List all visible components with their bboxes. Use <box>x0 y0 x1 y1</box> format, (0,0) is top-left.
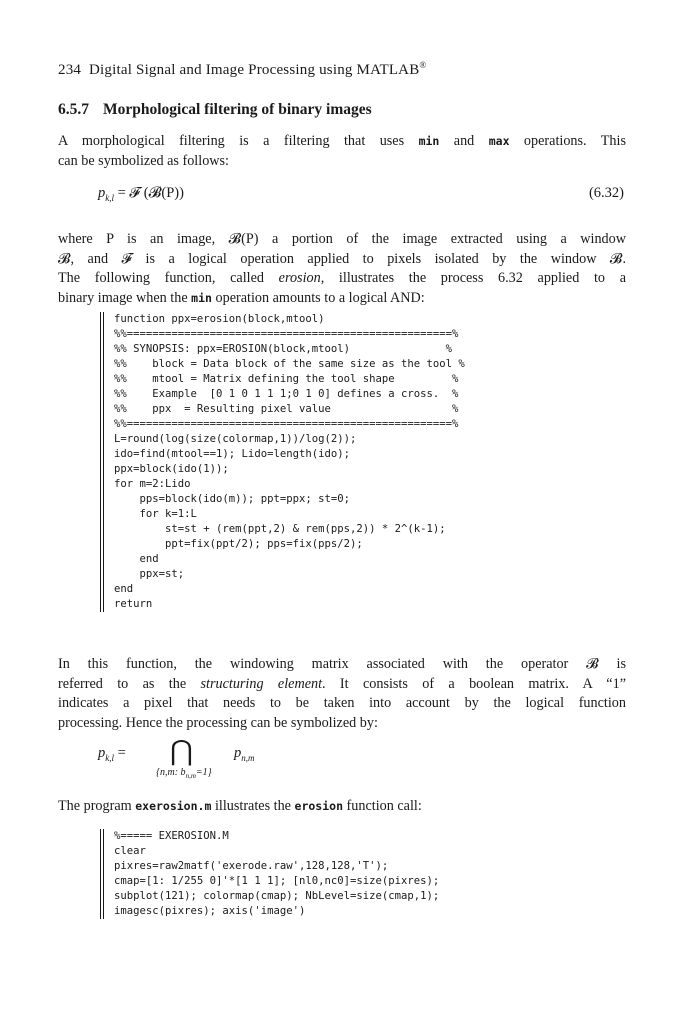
inline-code-max: max <box>488 134 510 148</box>
program-sentence: The program exerosion.m illustrates the erosion function call: <box>58 798 422 814</box>
code-line: for k=1:L <box>114 508 197 520</box>
code-line: function ppx=erosion(block,mtool) <box>114 313 325 325</box>
code-line: end <box>114 583 134 595</box>
intro-paragraph: A morphological filtering is a filtering that uses min and max operations. This can be symbolized as follows: <box>58 133 626 169</box>
code-line: pps=block(ido(m)); ppt=ppx; st=0; <box>114 493 350 505</box>
code-line: for m=2:Lido <box>114 478 191 490</box>
code-line: %% SYNOPSIS: ppx=EROSION(block,mtool) % <box>114 343 453 355</box>
code-line: cmap=[1: 1/255 0]'*[1 1 1]; [nl0,nc0]=size(pixres); <box>114 875 440 887</box>
where-paragraph: where P is an image, 𝓑(P) a portion of the image extracted using a window 𝓑, and 𝓕 is a logical operation applied to pixels isolated by the window 𝓑. The following function, called erosion, illustrates the process 6.32 applied to a binary image when the min operation amounts to a logical AND: <box>58 231 626 306</box>
term-erosion: erosion <box>278 270 321 286</box>
code-line: ppx=block(ido(1)); <box>114 463 229 475</box>
intersection-symbol: ⋂ <box>170 734 193 767</box>
code-line: %% Example [0 1 0 1 1 1;0 1 0] defines a cross. % <box>114 388 459 400</box>
code-line: %%===================================================% <box>114 328 459 340</box>
function-paragraph: In this function, the windowing matrix associated with the operator 𝓑 is referred to as the structuring element. It consists of a boolean matrix. A “1” indicates a pixel that needs to be taken into account by the logical function processing. Hence the processing can be symbolized by: <box>58 656 626 731</box>
code-line: end <box>114 553 159 565</box>
page-number: 234 <box>58 62 82 78</box>
code-line: %% ppx = Resulting pixel value % <box>114 403 459 415</box>
code-line: pixres=raw2matf('exerode.raw',128,128,'T'); <box>114 860 389 872</box>
code-line: imagesc(pixres); axis('image') <box>114 905 306 917</box>
code-line: ppx=st; <box>114 568 185 580</box>
inline-code-exerosion: exerosion.m <box>135 799 212 813</box>
inline-code-min: min <box>191 290 212 305</box>
code-line: ppt=fix(ppt/2); pps=fix(pps/2); <box>114 538 363 550</box>
inline-code-erosion: erosion <box>294 799 343 813</box>
code-line: %===== EXEROSION.M <box>114 830 229 842</box>
code-line: %% block = Data block of the same size as the tool % <box>114 358 465 370</box>
equation-number: (6.32) <box>588 185 624 201</box>
code-line: st=st + (rem(ppt,2) & rem(pps,2)) * 2^(k-1); <box>114 523 446 535</box>
exerosion-code-listing <box>100 829 574 919</box>
running-title: Digital Signal and Image Processing using MATLAB <box>89 62 420 78</box>
code-line: return <box>114 598 153 610</box>
equation-6-32: $p_{k,l}$ = 𝓕 (𝓑(P)) <box>98 185 184 203</box>
code-line: %%===================================================% <box>114 418 459 430</box>
code-line: L=round(log(size(colormap,1))/log(2)); <box>114 433 357 445</box>
term-structuring-element: structuring element <box>200 675 323 692</box>
code-line: ido=find(mtool==1); Lido=length(ido); <box>114 448 350 460</box>
section-heading <box>58 101 372 119</box>
section-number: 6.5.7 <box>58 101 89 118</box>
registered-mark: ® <box>419 60 427 70</box>
intersection-condition: {n,m: $b_{n,m}=1$} <box>156 767 212 780</box>
running-header <box>58 60 426 79</box>
code-line: %% mtool = Matrix defining the tool shape % <box>114 373 459 385</box>
section-title: Morphological filtering of binary images <box>103 101 372 118</box>
erosion-code-listing <box>100 312 574 612</box>
code-line: subplot(121); colormap(cmap); NbLevel=size(cmap,1); <box>114 890 440 902</box>
inline-code-min: min <box>418 134 440 148</box>
code-line: clear <box>114 845 146 857</box>
